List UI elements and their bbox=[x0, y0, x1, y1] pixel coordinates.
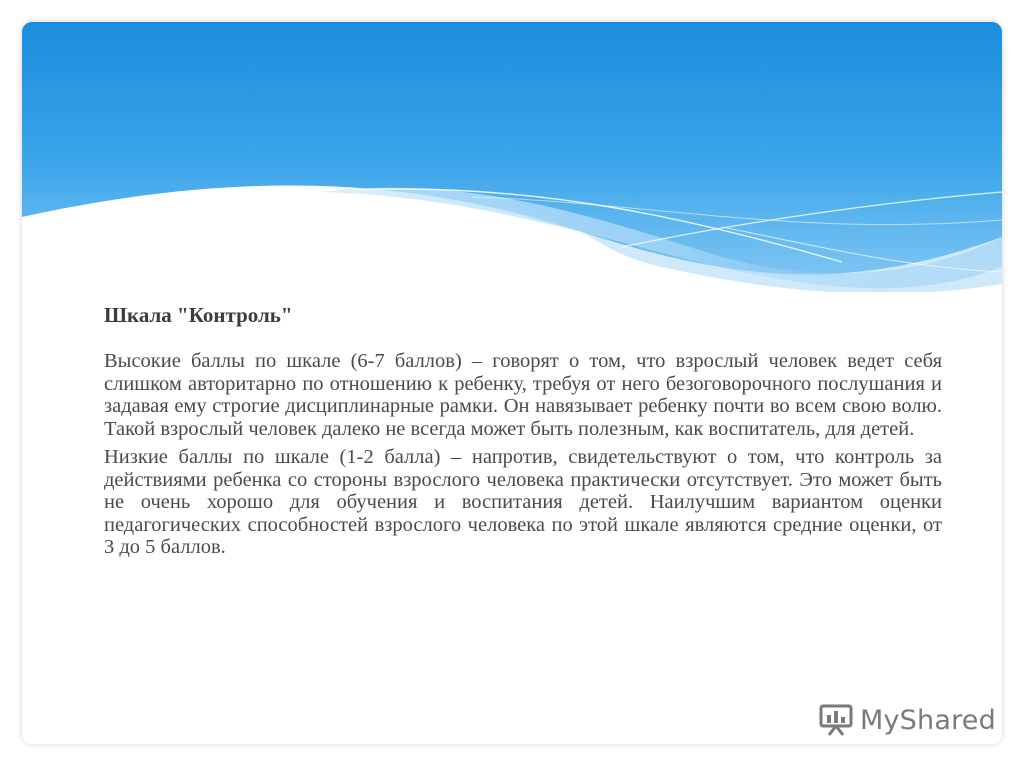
presentation-board-icon bbox=[818, 703, 854, 737]
header-wave-banner bbox=[22, 22, 1002, 292]
watermark-text: MyShared bbox=[860, 704, 996, 736]
slide-content bbox=[104, 302, 942, 565]
myshared-watermark bbox=[818, 702, 996, 738]
paragraph-low-scores: Низкие баллы по шкале (1-2 балла) – напротив, свидетельствуют о том, что контроль за действиями ребенка со стороны взрослого человека практически отсутствует. Это может быть не очень хорошо для обучения и воспитания детей. Наилучшим вариантом оценки педагогических способностей взрослого человека по этой шкале являются средние оценки, от 3 до 5 баллов. bbox=[104, 446, 942, 558]
slide-heading: Шкала "Контроль" bbox=[104, 303, 293, 327]
slide bbox=[22, 22, 1002, 744]
paragraph-high-scores: Высокие баллы по шкале (6-7 баллов) – говорят о том, что взрослый человек ведет себя слишком авторитарно по отношению к ребенку, требуя от него безоговорочного послушания и задавая ему строгие дисциплинарные рамки. Он навязывает ребенку почти во всем свою волю. Такой взрослый человек далеко не всегда может быть полезным, как воспитатель, для детей. bbox=[104, 350, 942, 440]
